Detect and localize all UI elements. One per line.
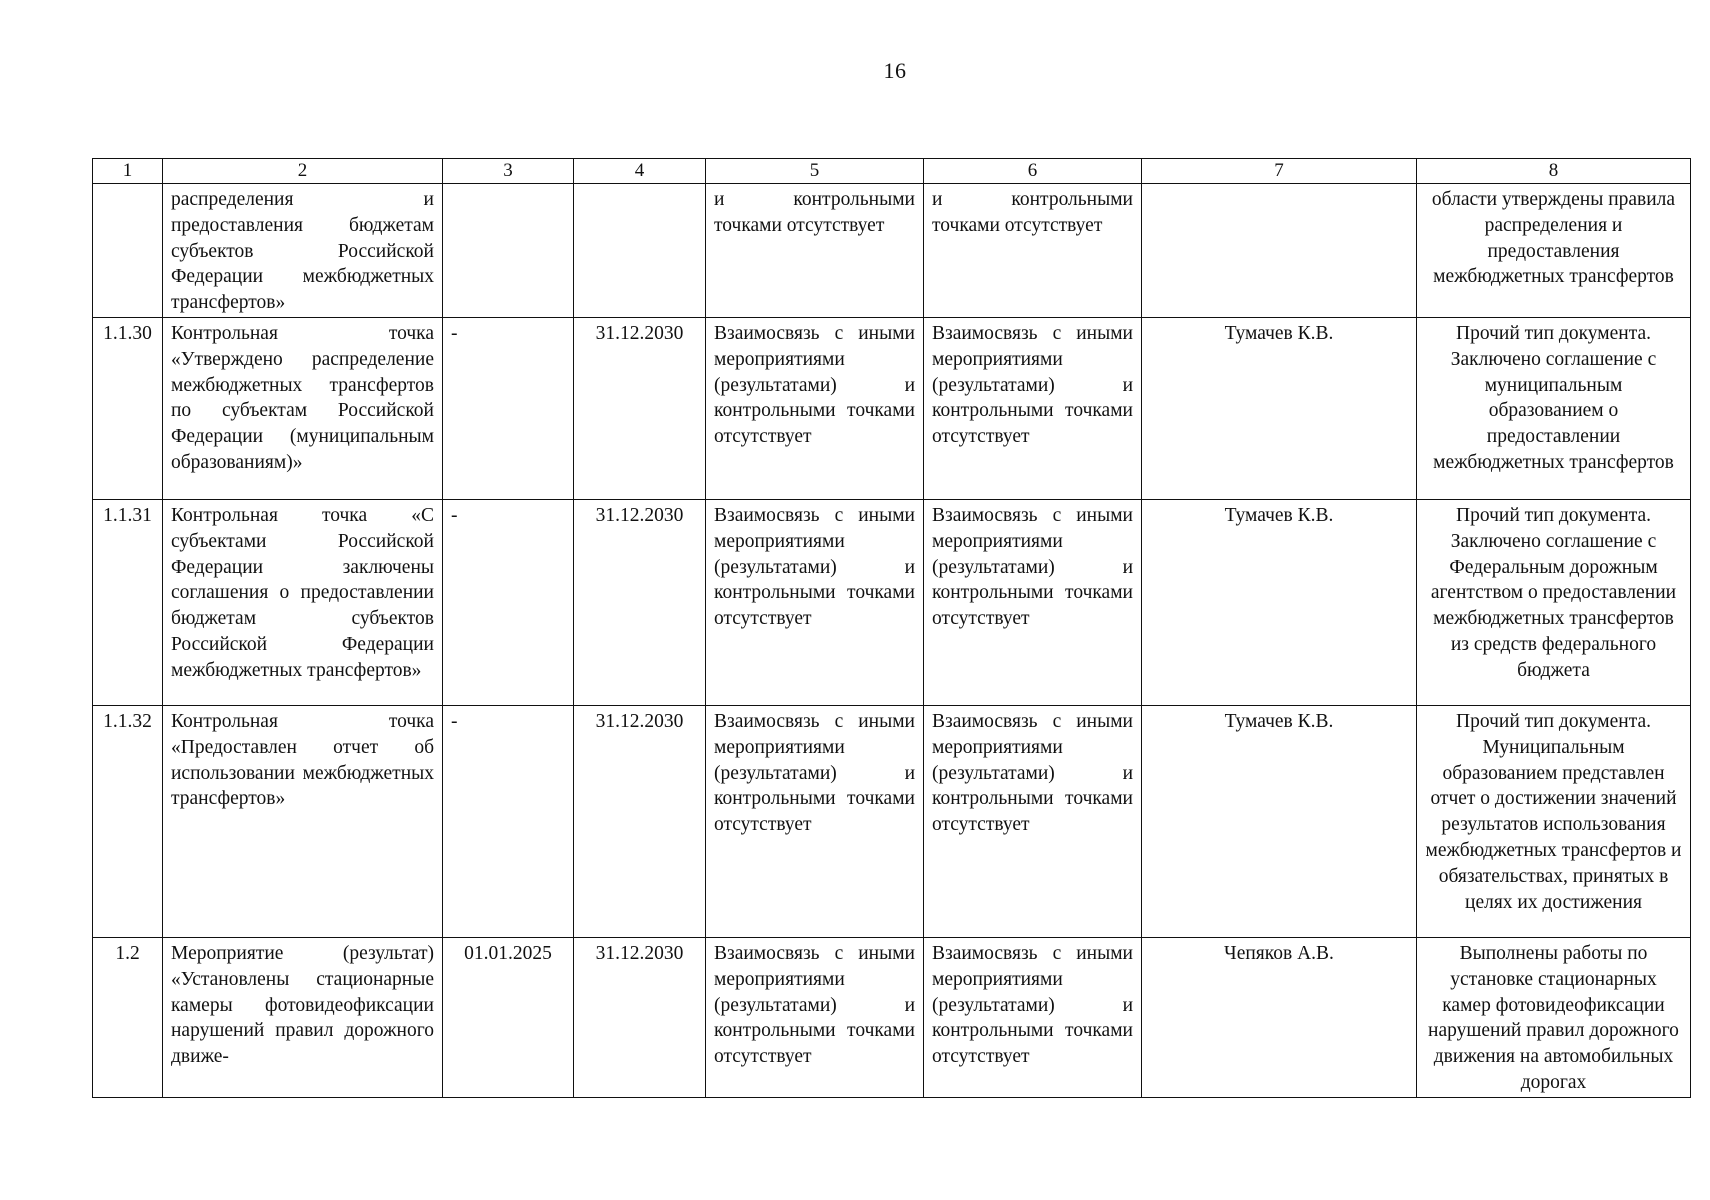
header-col-4: 4 — [574, 159, 706, 184]
header-col-1: 1 — [93, 159, 163, 184]
row-relation-a: Взаимосвязь с иными мероприятиями (результатами) и контрольными точками отсутствует — [706, 499, 924, 705]
header-col-2: 2 — [163, 159, 443, 184]
row-responsible: Чепяков А.В. — [1142, 937, 1417, 1097]
header-col-6: 6 — [924, 159, 1142, 184]
row-responsible: Тумачев К.В. — [1142, 705, 1417, 937]
row-name: Контрольная точка «Предоставлен отчет об использовании межбюджетных трансфертов» — [163, 705, 443, 937]
row-number: 1.1.30 — [93, 317, 163, 499]
row-start-date: - — [443, 705, 574, 937]
row-result: Выполнены работы по установке стационарных камер фотовидеофиксации нарушений правил дорожного движения на автомобильных дорогах — [1417, 937, 1691, 1097]
row-name: Мероприятие (результат) «Установлены стационарные камеры фотовидеофиксации нарушений правил дорожного движе- — [163, 937, 443, 1097]
table-row — [93, 937, 1691, 1097]
row-relation-b: и контрольными точками отсутствует — [924, 184, 1142, 318]
header-col-7: 7 — [1142, 159, 1417, 184]
header-col-3: 3 — [443, 159, 574, 184]
row-responsible — [1142, 184, 1417, 318]
table-row — [93, 317, 1691, 499]
row-name: Контрольная точка «Утверждено распределение межбюджетных трансфертов по субъектам Российской Федерации (муниципальным образованиям)» — [163, 317, 443, 499]
row-end-date: 31.12.2030 — [574, 937, 706, 1097]
row-end-date: 31.12.2030 — [574, 499, 706, 705]
row-start-date — [443, 184, 574, 318]
row-result: Прочий тип документа. Муниципальным образованием представлен отчет о достижении значений результатов использования межбюджетных трансфертов и обязательствах, принятых в целях их достижения — [1417, 705, 1691, 937]
row-relation-a: Взаимосвязь с иными мероприятиями (результатами) и контрольными точками отсутствует — [706, 317, 924, 499]
row-result: Прочий тип документа. Заключено соглашение с муниципальным образованием о предоставлении межбюджетных трансфертов — [1417, 317, 1691, 499]
header-col-8: 8 — [1417, 159, 1691, 184]
row-start-date: 01.01.2025 — [443, 937, 574, 1097]
row-relation-a: Взаимосвязь с иными мероприятиями (результатами) и контрольными точками отсутствует — [706, 937, 924, 1097]
table-row — [93, 705, 1691, 937]
row-name: распределения и предоставления бюджетам субъектов Российской Федерации межбюджетных трансфертов» — [163, 184, 443, 318]
row-number — [93, 184, 163, 318]
row-relation-b: Взаимосвязь с иными мероприятиями (результатами) и контрольными точками отсутствует — [924, 317, 1142, 499]
row-relation-b: Взаимосвязь с иными мероприятиями (результатами) и контрольными точками отсутствует — [924, 705, 1142, 937]
page-number: 16 — [883, 58, 907, 83]
row-start-date: - — [443, 499, 574, 705]
row-start-date: - — [443, 317, 574, 499]
row-number: 1.1.31 — [93, 499, 163, 705]
row-responsible: Тумачев К.В. — [1142, 499, 1417, 705]
row-end-date — [574, 184, 706, 318]
table-row — [93, 184, 1691, 318]
row-end-date: 31.12.2030 — [574, 317, 706, 499]
table-row — [93, 499, 1691, 705]
row-number: 1.2 — [93, 937, 163, 1097]
activity-table — [92, 158, 1691, 1098]
row-relation-b: Взаимосвязь с иными мероприятиями (результатами) и контрольными точками отсутствует — [924, 937, 1142, 1097]
row-result: области утверждены правила распределения и предоставления межбюджетных трансфертов — [1417, 184, 1691, 318]
row-name: Контрольная точка «С субъектами Российской Федерации заключены соглашения о предоставлении бюджетам субъектов Российской Федерации межбюджетных трансфертов» — [163, 499, 443, 705]
row-end-date: 31.12.2030 — [574, 705, 706, 937]
row-number: 1.1.32 — [93, 705, 163, 937]
row-relation-a: Взаимосвязь с иными мероприятиями (результатами) и контрольными точками отсутствует — [706, 705, 924, 937]
row-result: Прочий тип документа. Заключено соглашение с Федеральным дорожным агентством о предоставлении межбюджетных трансфертов из средств федерального бюджета — [1417, 499, 1691, 705]
row-responsible: Тумачев К.В. — [1142, 317, 1417, 499]
row-relation-a: и контрольными точками отсутствует — [706, 184, 924, 318]
row-relation-b: Взаимосвязь с иными мероприятиями (результатами) и контрольными точками отсутствует — [924, 499, 1142, 705]
header-row — [93, 159, 1691, 184]
header-col-5: 5 — [706, 159, 924, 184]
